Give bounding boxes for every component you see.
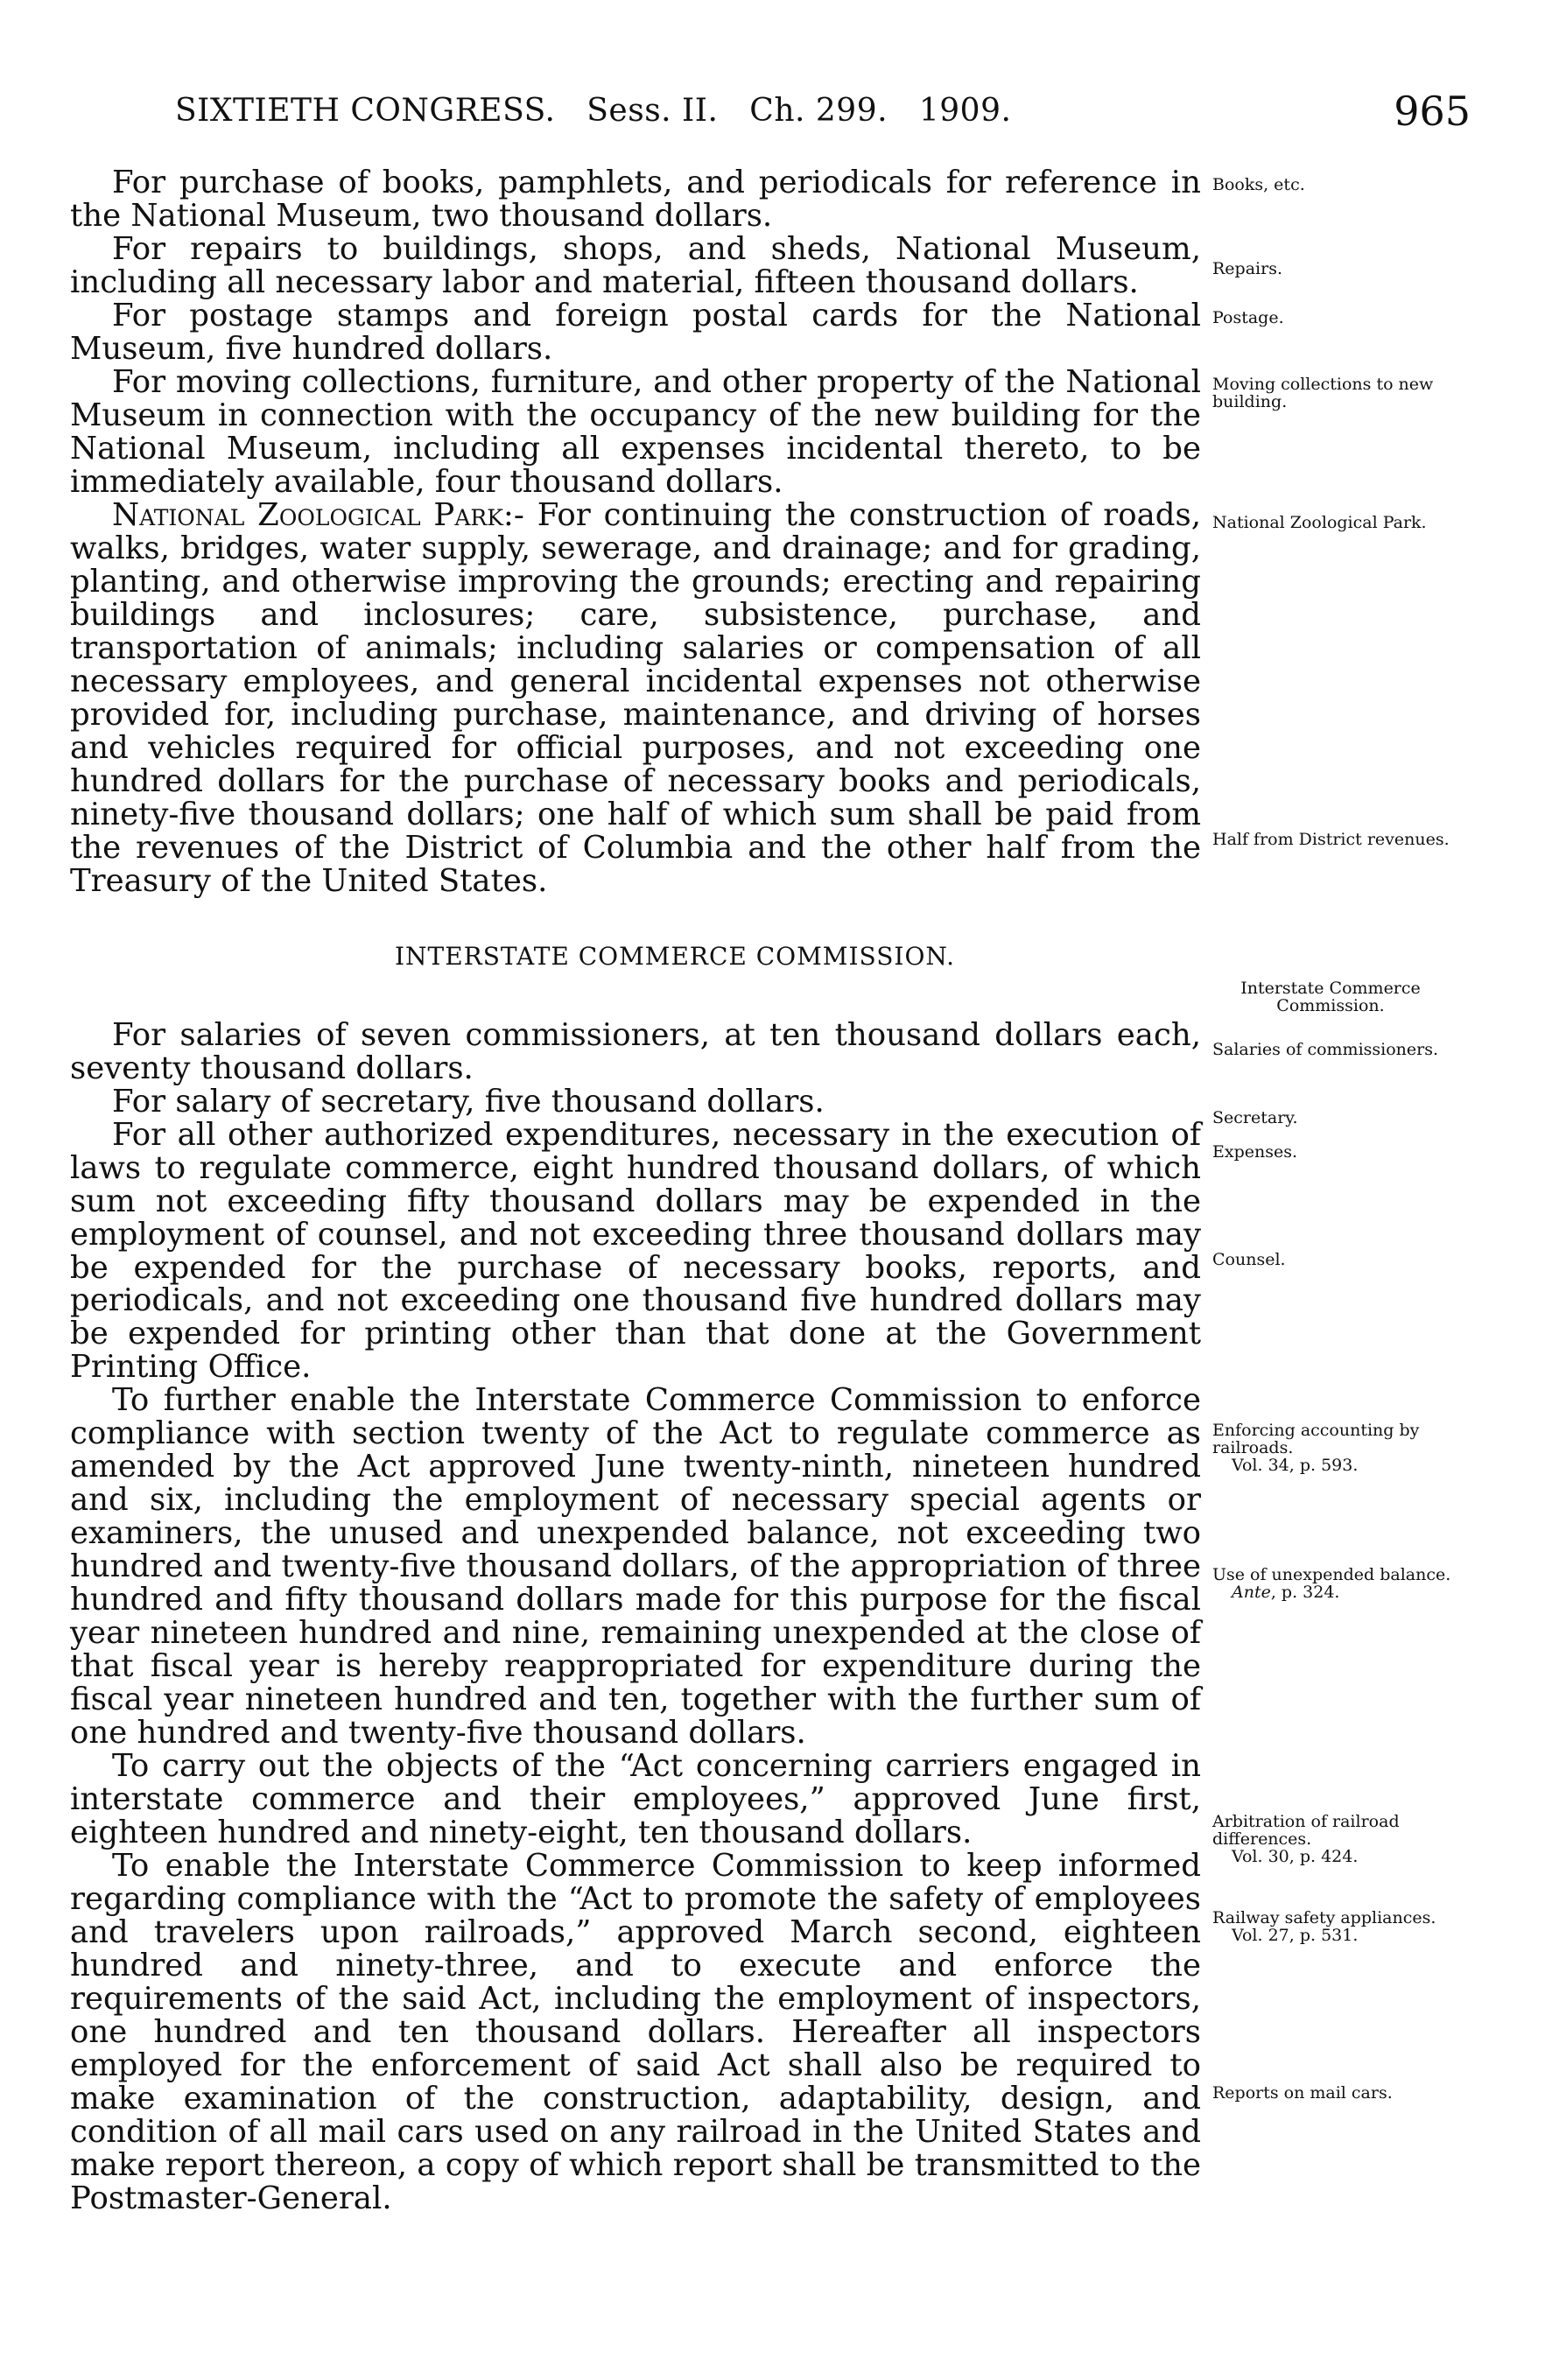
unexpended-text: Use of unexpended balance. — [1212, 1565, 1451, 1584]
running-head — [175, 88, 1471, 140]
margin-note-railway — [1212, 1910, 1466, 1945]
margin-note-postage: Postage. — [1212, 308, 1284, 327]
enforcing-ref: Vol. 34, p. 593. — [1232, 1455, 1359, 1475]
para-carriers: To carry out the objects of the “Act concerning carriers engaged in interstate commerce and their employees,” approved June first, eighteen hundred and ninety-eight, ten thousand dollars. — [70, 1748, 1201, 1851]
para-salaries: For salaries of seven commissioners, at ten thousand dollars each, seventy thousand dollars. — [70, 1016, 1201, 1086]
margin-note-books: Books, etc. — [1212, 175, 1305, 194]
margin-note-moving: Moving collections to new building. — [1212, 375, 1434, 411]
para-zoo — [70, 496, 1202, 899]
margin-note-repairs: Repairs. — [1212, 259, 1282, 278]
margin-note-counsel: Counsel. — [1212, 1250, 1286, 1269]
arbitration-text: Arbitration of railroad differences. — [1212, 1812, 1400, 1849]
body-text — [70, 166, 1201, 2215]
unexpended-ref-page: , p. 324. — [1270, 1582, 1340, 1602]
page-number: 965 — [1394, 88, 1471, 135]
railway-text: Railway safety appliances. — [1212, 1908, 1436, 1927]
margin-note-secretary: Secretary. — [1212, 1108, 1298, 1127]
para-books: For purchase of books, pamphlets, and periodicals for reference in the National Museum, two thousand dollars. — [70, 165, 1201, 234]
para-moving: For moving collections, furniture, and other property of the National Museum in connection with the occupancy of the new building for the National Museum, including all expenses incidental thereto, to be immediately available, four thousand dollars. — [70, 363, 1201, 500]
para-expenses: For all other authorized expenditures, necessary in the execution of laws to regulate commerce, eight hundred thousand dollars, of which sum not exceeding fifty thousand dollars may be expended in the employment of counsel, and not exceeding three thousand dollars may be expended for the purchase of necessary books, reports, and periodicals, and not exceeding one thousand five hundred dollars may be expended for printing other than that done at the Government Printing Office. — [70, 1116, 1201, 1386]
para-repairs: For repairs to buildings, shops, and sheds, National Museum, including all necessary labor and material, fifteen thousand dollars. — [70, 230, 1201, 300]
margin-note-expenses: Expenses. — [1212, 1142, 1298, 1162]
railway-ref: Vol. 27, p. 531. — [1232, 1925, 1359, 1945]
para-enforce: To further enable the Interstate Commerce Commission to enforce compliance with section twenty of the Act to regulate commerce as amended by the Act approved June twenty-ninth, nineteen hundred and six, including the employment of necessary special agents or examiners, the unused and unexpended balance, not exceeding two hundred and twenty-five thousand dollars, of the appropriation of three hundred and fifty thousand dollars made for this purpose for the fiscal year nineteen hundred and nine, remaining unexpended at the close of that fiscal year is hereby reappropriated for expenditure during the fiscal year nineteen hundred and ten, together with the further sum of one hundred and twenty-five thousand dollars. — [70, 1382, 1201, 1752]
para-secretary: For salary of secretary, five thousand dollars. — [112, 1083, 825, 1120]
margin-note-half: Half from District revenues. — [1212, 830, 1450, 849]
margin-note-arbitration — [1212, 1814, 1466, 1866]
para-postage: For postage stamps and foreign postal cards for the National Museum, five hundred dollars. — [70, 297, 1201, 367]
zoo-text: - For continuing the construction of roads, walks, bridges, water supply, sewerage, and drainage; and for grading, planting, and otherwise improving the grounds; erecting and repairing buildings and inclosures; care, subsistence, purchase, and transportation of animals; including salaries or compensation of all necessary employees, and general incidental expenses not otherwise provided for, including purchase, maintenance, and driving of horses and vehicles required for official purposes, and not exceeding one hundred dollars for the purchase of necessary books and periodicals, ninety-five thousand dollars; one half of which sum shall be paid from the revenues of the District of Columbia and the other half from the Treasury of the United States. — [70, 496, 1202, 899]
running-title: SIXTIETH CONGRESS. Sess. II. Ch. 299. 1909. — [175, 93, 1012, 129]
unexpended-ref-ante: Ante — [1232, 1582, 1271, 1602]
zoo-lead: National Zoological Park: — [112, 496, 514, 533]
margin-note-enforcing — [1212, 1422, 1466, 1475]
margin-note-mail: Reports on mail cars. — [1212, 2083, 1393, 2103]
margin-note-icc: Interstate Commerce Commission. — [1240, 979, 1421, 1015]
margin-note-unexpended — [1212, 1567, 1466, 1602]
margin-note-zoo: National Zoological Park. — [1212, 513, 1427, 532]
para-safety: To enable the Interstate Commerce Commission to keep informed regarding compliance with the “Act to promote the safety of employees and travelers upon railroads,” approved March second, eighteen hundred and ninety-three, and to execute and enforce the requirements of the said Act, including the employment of inspectors, one hundred and ten thousand dollars. Hereafter all inspectors employed for the enforcement of said Act shall also be required to make examination of the construction, adaptability, design, and condition of all mail cars used on any railroad in the United States and make report thereon, a copy of which report shall be transmitted to the Postmaster-General. — [70, 1848, 1201, 2217]
arbitration-ref: Vol. 30, p. 424. — [1232, 1846, 1359, 1866]
unexpended-ref — [1212, 1584, 1466, 1602]
section-heading: INTERSTATE COMMERCE COMMISSION. — [394, 941, 956, 971]
enforcing-text: Enforcing accounting by railroads. — [1212, 1421, 1420, 1457]
margin-note-salaries: Salaries of commissioners. — [1212, 1040, 1439, 1059]
